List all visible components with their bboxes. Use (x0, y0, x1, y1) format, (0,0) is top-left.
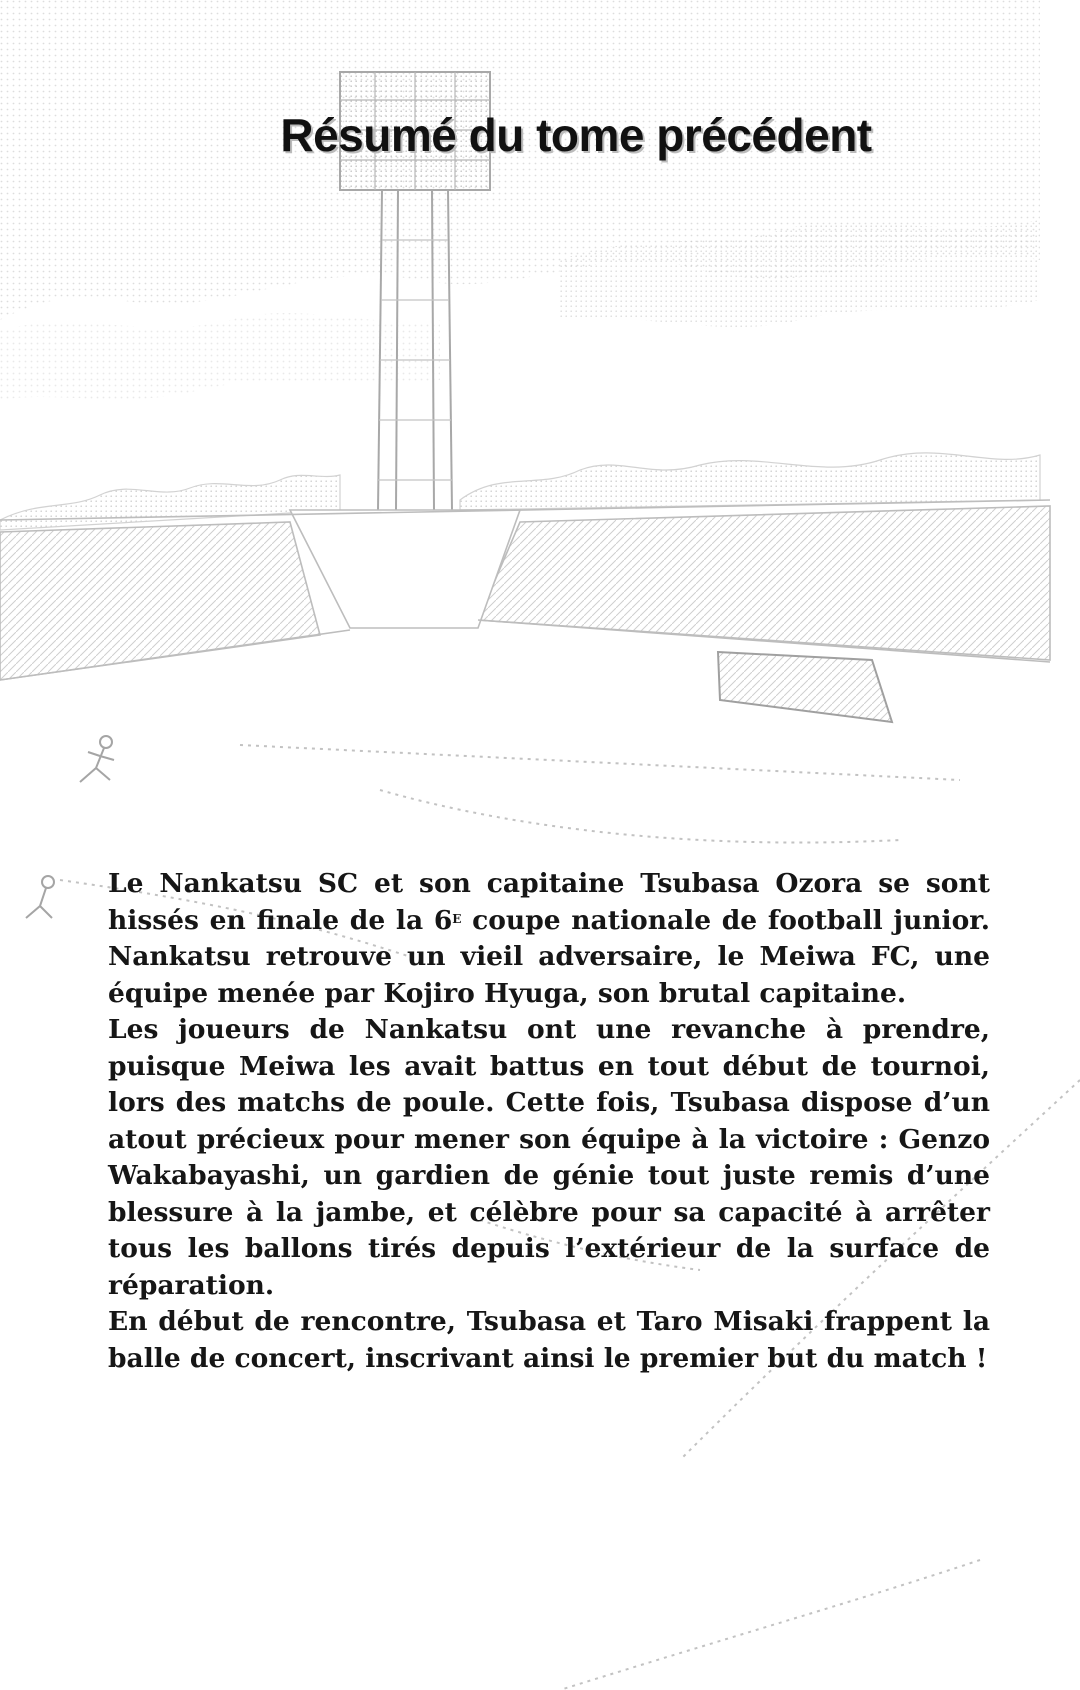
page-title: Résumé du tome précédent (280, 109, 872, 161)
goal-net (718, 652, 892, 722)
summary-p1-start: Le Nankatsu SC et son capitaine Tsubasa Ozora se sont hissés en finale de la 6 (108, 868, 990, 936)
sky-clouds (0, 0, 1040, 400)
summary-text (108, 866, 990, 1377)
ordinal-superscript: E (452, 911, 462, 926)
stadium-stands (0, 500, 1050, 680)
summary-p1-end: coupe nationale de football junior. Nankatsu retrouve un vieil adversaire, le Meiwa FC, une équipe menée par Kojiro Hyuga, son brutal capitaine. (108, 904, 990, 1009)
summary-paragraph-2: Les joueurs de Nankatsu ont une revanche à prendre, puisque Meiwa les avait battus en tout début de tournoi, lors des matchs de poule. Cette fois, Tsubasa dispose d’un atout précieux pour mener son équipe à la victoire : Genzo Wakabayashi, un gardien de génie tout juste remis d’une blessure à la jambe, et célèbre pour sa capacité à arrêter tous les ballons tirés depuis l’extérieur de la surface de réparation. (108, 1014, 990, 1301)
summary-paragraph-1 (108, 866, 990, 1012)
summary-paragraph-3: En début de rencontre, Tsubasa et Taro Misaki frappent la balle de concert, inscrivant ainsi le premier but du match ! (108, 1306, 990, 1374)
player-figures (26, 736, 114, 918)
